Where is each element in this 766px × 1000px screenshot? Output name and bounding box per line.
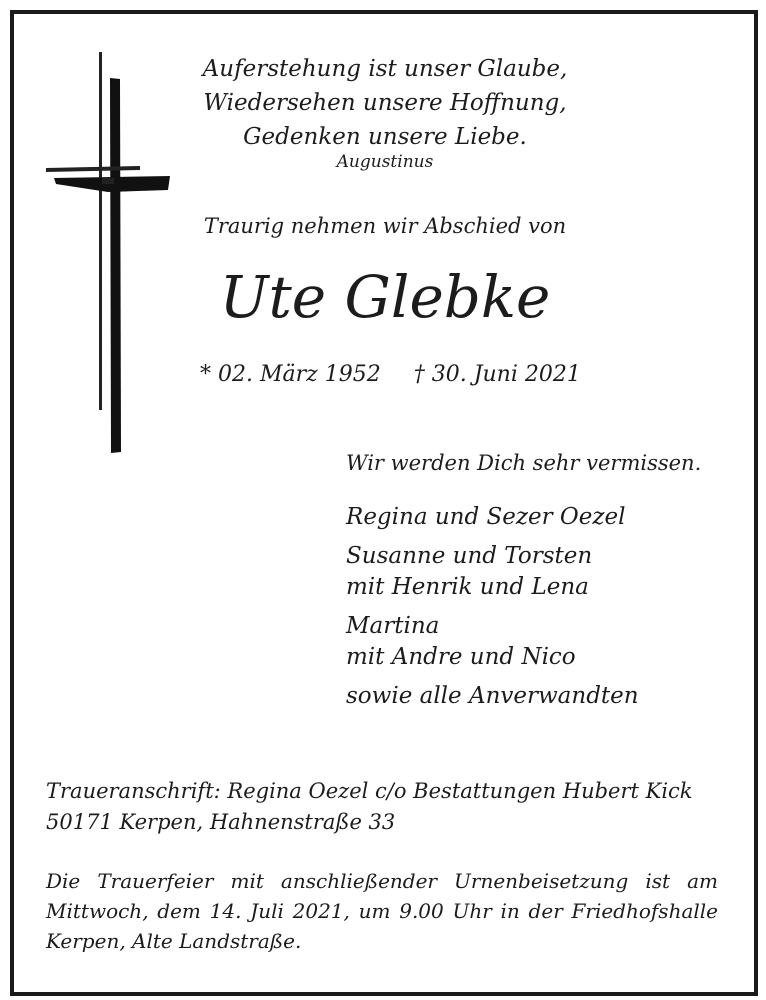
address-line: 50171 Kerpen, Hahnenstraße 33: [46, 810, 396, 834]
mourner-group: [346, 502, 639, 533]
death-date: † 30. Juni 2021: [413, 362, 581, 387]
life-dates: [200, 362, 581, 387]
quote-author: Augustinus: [336, 152, 434, 172]
address-line: Traueranschrift: Regina Oezel c/o Bestattungen Hubert Kick: [46, 779, 693, 803]
deceased-name: Ute Glebke: [219, 263, 551, 331]
farewell-text: Wir werden Dich sehr vermissen.: [346, 451, 702, 475]
mourning-address: [46, 776, 693, 838]
mourners-list: [346, 502, 639, 720]
mourner-group: [346, 681, 639, 712]
quote-line: Auferstehung ist unser Glaube,: [202, 56, 568, 82]
birth-date: * 02. März 1952: [200, 362, 381, 387]
service-info: Die Trauerfeier mit anschließender Urnenbeisetzung ist am Mittwoch, dem 14. Juli 2021, um 9.00 Uhr in der Friedhofshalle Kerpen, Alte Landstraße.: [46, 869, 718, 953]
mourner-line: Regina und Sezer Oezel: [346, 504, 626, 530]
mourner-line: Susanne und Torsten: [346, 543, 593, 569]
mourner-line: Martina: [346, 613, 440, 639]
mourner-line: mit Andre und Nico: [346, 644, 576, 670]
quote-line: Wiedersehen unsere Hoffnung,: [203, 90, 567, 116]
quote-block: [150, 52, 620, 154]
mourner-group: [346, 611, 639, 673]
intro-text: Traurig nehmen wir Abschied von: [203, 214, 567, 238]
mourner-line: mit Henrik und Lena: [346, 574, 589, 600]
mourner-group: [346, 541, 639, 603]
mourner-line: sowie alle Anverwandten: [346, 683, 639, 709]
quote-line: Gedenken unsere Liebe.: [243, 124, 527, 150]
